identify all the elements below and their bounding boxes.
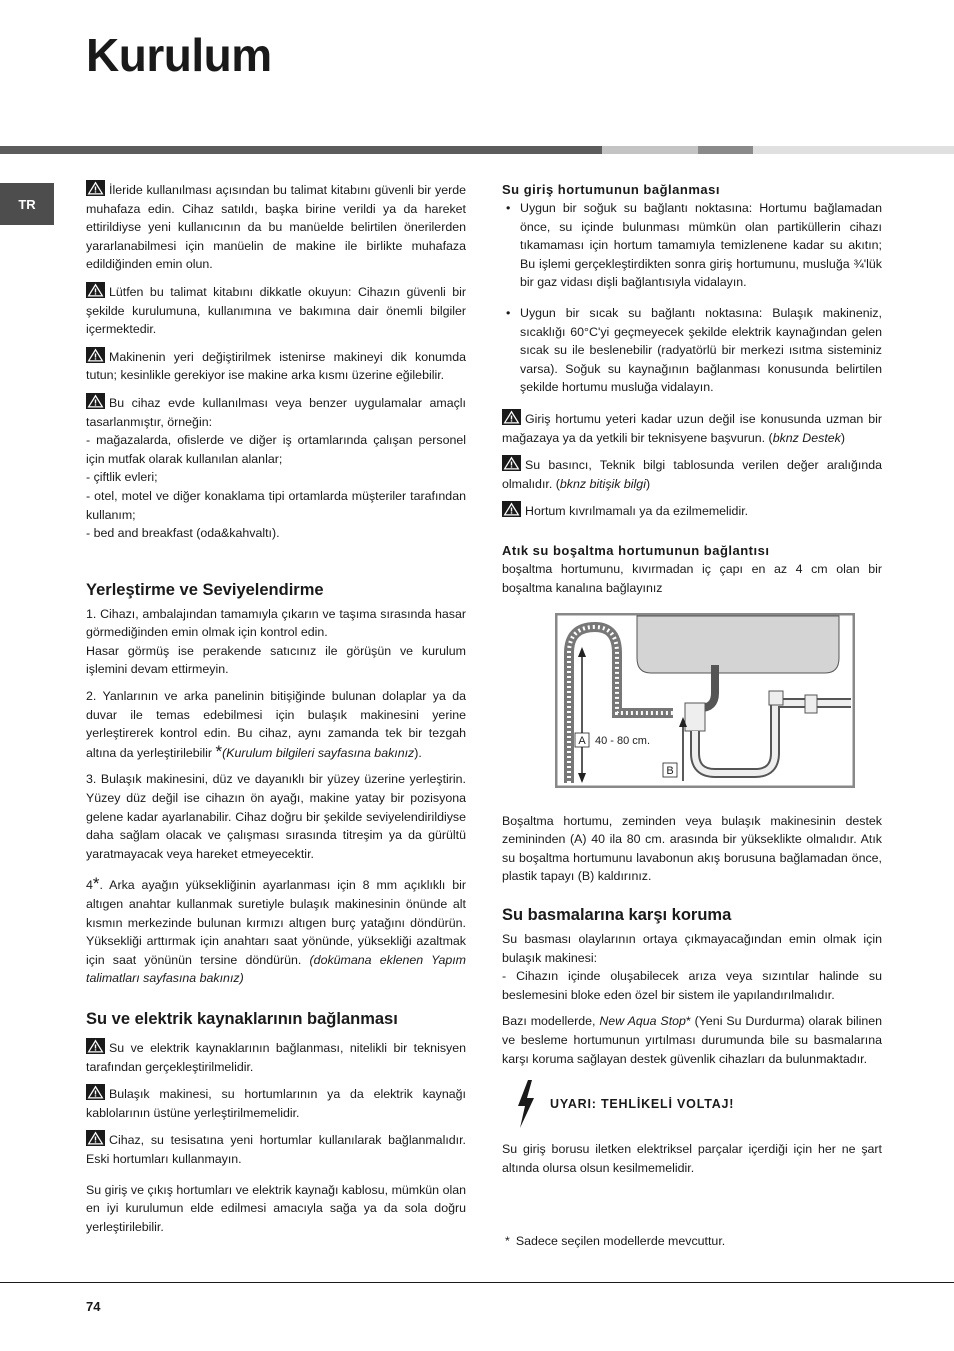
placement-step-3: 3. Bulaşık makinesini, düz ve dayanıklı bir yüzey üzerine yerleştirin. Yüzey düz değil ise cihazın ön ayağı, makine yatay bir pozisyona gelene kadar ayarlanabilir. Cihaz doğru bir şekilde seviyelendirildiyse daha sağlam olacak ve çalışması sırasında titreşim ya da gürültü yaratmayacak veya hareket etmeyecektir. [86, 772, 466, 861]
flood-paragraph: - Cihazın içinde oluşabilecek arıza veya sızıntılar halinde su beslemesini bloke eden özel bir sistem ile yapılandırılmalıdır. [502, 969, 882, 1002]
header-band-light [602, 146, 698, 154]
page-title: Kurulum [86, 29, 272, 81]
list-item: • Uygun bir soğuk su bağlantı noktasına: Hortumu bağlamadan önce, su içinde bulunması mümkün olan partiküllerin cihazı tıkamaması için hortum tamamıyla temizlenene kadar su akıtın; Bu işlemi gerçekleştirdikten sonra giriş hortumunu, musluğa ¾'lük bir gaz vidası dişli bağlantısıyla vidalayın. [502, 199, 882, 292]
drain-hose-diagram [555, 613, 855, 788]
warning-icon [86, 282, 105, 298]
placement-step-2: 2. Yanlarının ve arka panelinin bitişiğinde bulunan dolaplar ya da duvar ile temas edebilmesi için bulaşık makinesini yerine yerleştirerek kontrol edin. Bu cihaz, aynı zamanda tek bir tezgah altına da yerleştirilebilir *(Kurulum bilgileri sayfasına bakınız). [86, 689, 466, 761]
warning-paragraph: Lütfen bu talimat kitabını dikkatle okuyun: Cihazın güvenli bir şekilde kurulumuna, kullanımına ve bakımına dair önemli bilgiler içermektedir. [86, 282, 466, 339]
voltage-warning-label: UYARI: TEHLİKELİ VOLTAJ! [550, 1096, 735, 1111]
diagram-label-a: A [578, 735, 586, 748]
footer-rule [0, 1282, 954, 1283]
warning-paragraph: Giriş hortumu yeteri kadar uzun değil ise konusunda uzman bir mağazaya ya da yetkili bir teknisyene başvurun. (bknz Destek) [502, 409, 882, 447]
voltage-warning [516, 1080, 882, 1128]
flood-paragraph: Bazı modellerde, New Aqua Stop* (Yeni Su Durdurma) olarak bilinen ve besleme hortumunun yırtılması durumunda bile su basmalarına karşı koruma sağlayan destek güvenlik cihazları da bulunmaktadır. [502, 1014, 883, 1066]
placement-step-4: 4*. Arka ayağın yüksekliğinin ayarlanması için 8 mm açıklıklı bir altıgen anahtar kullanmak suretiyle bulaşık makinesinin önünde alt kısmın merkezinde bulunan kırmızı altıgen burç yatağını döndürün. Yüksekliği arttırmak için anahtarı saat yönünde, yüksekliği azaltmak için saat yönünün tersine döndürün. (dokümana eklenen Yapım talimatları sayfasına bakınız) [86, 874, 466, 986]
header-band-dark [0, 146, 602, 154]
use-item: - bed and breakfast (oda&kahvaltı). [86, 526, 280, 541]
warning-icon [86, 1130, 105, 1146]
lightning-icon [516, 1080, 536, 1128]
warning-icon [502, 409, 521, 425]
warning-icon [502, 455, 521, 471]
placement-step-1-note: Hasar görmüş ise perakende satıcınız ile görüşün ve kurulum işlemini devam ettirmeyin. [86, 643, 466, 677]
section-heading-connections: Su ve elektrik kaynaklarının bağlanması [86, 1009, 398, 1028]
header-band-mid [698, 146, 753, 154]
drain-paragraph: boşaltma hortumunu, kıvırmadan iç çapı en az 4 cm olan bir boşaltma kanalına bağlayınız [502, 561, 882, 595]
language-tab: TR [0, 183, 54, 225]
warning-paragraph: Cihaz, su tesisatına yeni hortumlar kullanılarak bağlanmalıdır. Eski hortumları kullanmayın. [86, 1130, 466, 1168]
section-heading-placement: Yerleştirme ve Seviyelendirme [86, 580, 324, 599]
warning-paragraph: İleride kullanılması açısından bu talimat kitabını güvenli bir yerde muhafaza edin. Cihaz satıldı, başka birine verildi ya da hareket ettirildiyse yeni kullanıcının da bu manüelde belirtilen önerilerden yararlanabilmesi için manüelin de makine ile birlikte muhafaza edildiğinden emin olun. [86, 180, 466, 274]
warning-icon [502, 501, 521, 517]
footnote: * Sadece seçilen modellerde mevcuttur. [505, 1234, 726, 1248]
page-number: 74 [86, 1299, 101, 1314]
warning-paragraph: Bulaşık makinesi, su hortumlarının ya da elektrik kaynağı kablolarının üstüne yerleştirilmemelidir. [86, 1084, 466, 1122]
section-heading-drain: Atık su boşaltma hortumunun bağlantısı [502, 542, 770, 558]
warning-paragraph: Makinenin yeri değiştirilmek istenirse makineyi dik konumda tutun; kesinlikle gerekiyor ise makine arka kısmı üzerine eğilebilir. [86, 347, 466, 385]
use-item: - çiftlik evleri; [86, 470, 158, 485]
right-column [502, 180, 882, 1177]
left-column [86, 180, 466, 1236]
warning-paragraph: Su ve elektrik kaynaklarının bağlanması, nitelikli bir teknisyen tarafından gerçekleştirilmelidir. [86, 1038, 466, 1076]
section-heading-flood: Su basmalarına karşı koruma [502, 906, 732, 925]
voltage-paragraph: Su giriş borusu iletken elektriksel parçalar içerdiği için her ne şart altında olursa olsun kesilmemelidir. [502, 1142, 882, 1175]
warning-icon [86, 1084, 105, 1100]
diagram-label-b: B [666, 765, 674, 778]
header-band-pale [753, 146, 954, 154]
use-item: - otel, motel ve diğer konaklama tipi ortamlarda müşteriler tarafından kullanım; [86, 488, 466, 522]
section-heading-inlet: Su giriş hortumunun bağlanması [502, 182, 720, 197]
flood-paragraph: Su basması olaylarının ortaya çıkmayacağından emin olmak için bulaşık makinesi: [502, 932, 882, 965]
connections-paragraph: Su giriş ve çıkış hortumları ve elektrik kaynağı kablosu, mümkün olan en iyi kurulumun elde edilmesi amacıyla sağa ya da sola doğru yerleştirilebilir. [86, 1182, 466, 1234]
diagram-range-label: 40 - 80 cm. [595, 735, 651, 748]
warning-icon [86, 393, 105, 409]
warning-icon [86, 347, 105, 363]
use-item: - mağazalarda, ofislerde ve diğer iş ortamlarında çalışan personel için mutfak olarak kullanılan alanlar; [86, 433, 466, 466]
warning-paragraph: Bu cihaz evde kullanılması veya benzer uygulamalar amaçlı tasarlanmıştır, örneğin: [86, 393, 466, 431]
warning-icon [86, 1038, 105, 1054]
warning-paragraph: Hortum kıvrılmamalı ya da ezilmemelidir. [502, 501, 882, 521]
warning-icon [86, 180, 105, 196]
drain-height-paragraph: Boşaltma hortumu, zeminden veya bulaşık makinesinin destek zemininden (A) 40 ila 80 cm. arasında bir yükseklikte olmalıdır. Atık su boşaltma hortumunu lavabonun akış borusuna bağlamadan önce, plastik tapayı (B) kaldırınız. [502, 813, 882, 884]
warning-paragraph: Su basıncı, Teknik bilgi tablosunda verilen değer aralığında olmalıdır. (bknz bitişik bilgi) [502, 455, 882, 493]
list-item: • Uygun bir sıcak su bağlantı noktasına: Bulaşık makineniz, sıcaklığı 60°C'yi geçmeyecek şekilde elektrik kaynağından gelen sıcak su ile beslenebilir (radyatörlü bir merkezi ısıtma sisteminiz varsa). Soğuk su kaynağının bağlanması konusunda belirtilen şekilde hortumu musluğa vidalayın. [502, 304, 882, 397]
placement-step-1: 1. Cihazı, ambalajından tamamıyla çıkarın ve taşıma sırasında hasar görmediğinden emin olmak için kontrol edin. [86, 606, 466, 640]
